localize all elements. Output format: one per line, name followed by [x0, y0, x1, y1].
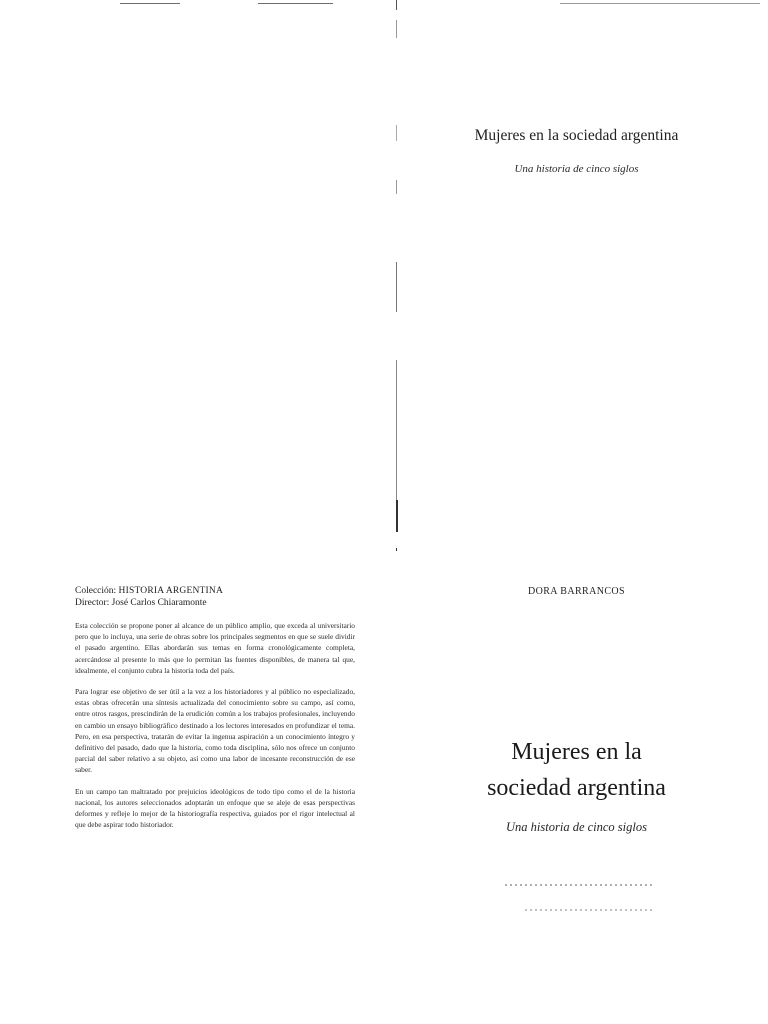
main-title	[385, 734, 768, 806]
half-subtitle: Una historia de cinco siglos	[514, 163, 639, 175]
page-gutter	[396, 0, 399, 1024]
series-block	[75, 586, 355, 830]
main-title-line-1: Mujeres en la	[511, 739, 642, 765]
series-paragraph-1: Esta colección se propone poner al alcance de un público amplio, que exceda al universitario pero que lo incluya, una serie de obras sobre los principales segmentos en que se suele dividir el pasado argentino. Ellas abordarán sus temas en forma cronológicamente completa, acercándose al presente lo más que lo permitan las fuentes disponibles, de manera tal que, idealmente, el conjunto cubra la historia toda del país.	[75, 621, 355, 675]
series-label: Colección:	[75, 586, 117, 596]
publisher-imprint-faded	[505, 876, 665, 922]
half-title: Mujeres en la sociedad argentina	[474, 127, 679, 144]
main-title-line-2: sociedad argentina	[487, 775, 666, 801]
author-name: DORA BARRANCOS	[527, 586, 625, 597]
series-heading	[75, 586, 355, 609]
scan-edge-line	[560, 3, 760, 4]
series-paragraph-2: Para lograr ese objetivo de ser útil a la vez a los historiadores y al público no especializado, estas obras ofrecerán una síntesis actualizada del conocimiento sobre su campo, así como, entre otros rasgos, prescindirán de la erudición común a los trabajos profesionales, incluyendo en cambio un ensayo bibliográfico destinado a los lectores interesados en profundizar el tema. Pero, en esa perspectiva, tratarán de evitar la ingenua aspiración a un conocimiento íntegro y definitivo del pasado, dado que la historia, como toda disciplina, sólo nos ofrece un conjunto parcial del saber relativo a su objeto, así como una labor de incesante reconstrucción de ese saber.	[75, 687, 355, 775]
director-label: Director:	[75, 597, 110, 608]
main-subtitle: Una historia de cinco siglos	[506, 820, 647, 834]
scan-edge-line	[120, 3, 180, 4]
scan-edge-line	[258, 3, 333, 4]
right-page	[385, 0, 768, 1024]
director-name: José Carlos Chiaramonte	[111, 597, 207, 608]
series-name: HISTORIA ARGENTINA	[118, 586, 224, 596]
series-paragraph-3: En un campo tan maltratado por prejuicios ideológicos de todo tipo como el de la historia nacional, los autores seleccionados adoptarán un enfoque que se aleje de esas perspectivas deformes y refleje lo mejor de la historiografía respectiva, guiados por el rigor intelectual al que debe aspirar todo historiador.	[75, 786, 355, 830]
